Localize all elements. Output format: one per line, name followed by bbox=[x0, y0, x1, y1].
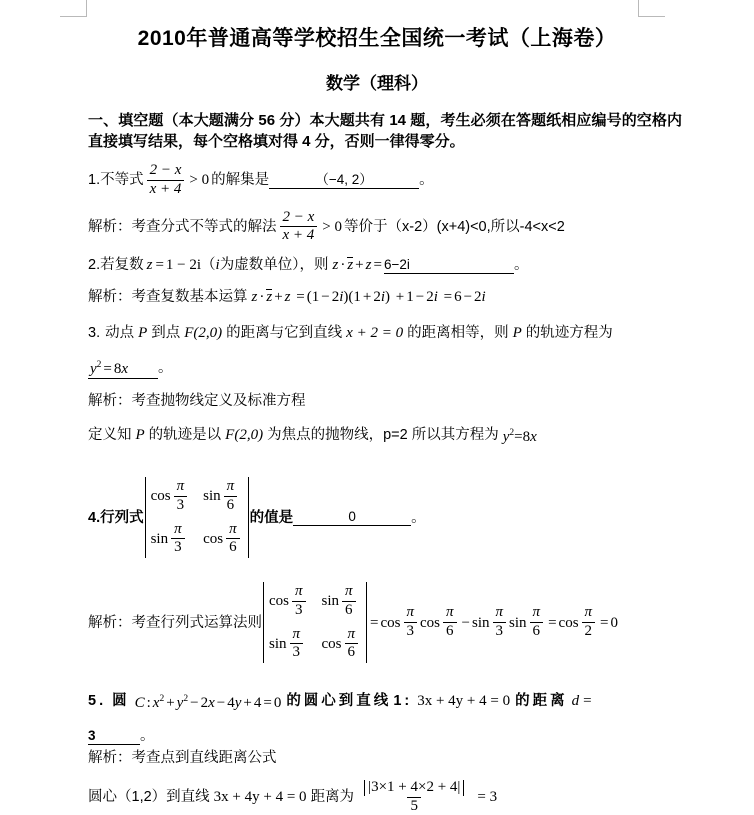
q5-stem-b: 的圆心到直线 bbox=[286, 693, 392, 709]
q3-solution-b4: $y^2=8x$ bbox=[502, 428, 537, 445]
q1-frac-denominator: x + 4 bbox=[147, 180, 185, 198]
q1-fraction bbox=[147, 163, 185, 198]
question-2-solution bbox=[88, 287, 692, 307]
q4-solution-expression: = cos $\frac{\pi}{3}$ cos $\frac{\pi}{6}$ − sin $\frac{\pi}{3}$ sin $\frac{\pi}{6}$ = cos $\frac{\pi}{2}$ = 0 bbox=[370, 604, 619, 639]
q2-imaginary-unit: i bbox=[215, 257, 220, 273]
q3-number: 3. bbox=[88, 325, 101, 341]
q5-solution-denominator: 5 bbox=[407, 797, 421, 815]
q1-solution-frac-numerator: 2 − x bbox=[282, 208, 315, 225]
q5-distance-d: d bbox=[571, 693, 580, 709]
q2-stem-b: 为虚数单位），则 bbox=[219, 257, 329, 273]
q1-answer-blank[interactable]: （−4, 2） bbox=[269, 172, 419, 189]
q3-point-f: F(2,0) bbox=[184, 325, 223, 341]
q3-solution-label: 解析： bbox=[88, 393, 132, 409]
q5-answer-blank[interactable]: 3 bbox=[88, 728, 140, 745]
question-5-solution-detail bbox=[88, 780, 692, 815]
q3-point-p: P bbox=[138, 325, 148, 341]
question-1 bbox=[88, 163, 692, 198]
sol-expr-cos2: cos bbox=[420, 614, 441, 631]
q1-relation: > 0 bbox=[189, 172, 210, 189]
q5-solution-b1: 圆心（1,2）到直线 bbox=[88, 789, 210, 806]
question-2 bbox=[88, 255, 692, 275]
q2-value: 1 − 2i bbox=[165, 257, 202, 273]
sol-expr-den4: 6 bbox=[530, 622, 544, 640]
q2-solution-expression: z · z + z = (1 − 2i)(1 + 2i) + 1 − 2i = 6 − 2i bbox=[251, 289, 486, 305]
q4-solution-determinant bbox=[263, 582, 367, 663]
q5-solution-numerator-text: |3×1 + 4×2 + 4| bbox=[368, 779, 461, 795]
cell-21-numerator: π bbox=[174, 520, 182, 537]
cell-12-denominator: 6 bbox=[224, 496, 238, 514]
q5-solution-result: = 3 bbox=[477, 789, 498, 806]
q4-number: 4. bbox=[88, 509, 101, 526]
q3-stem-b: 到点 bbox=[151, 325, 181, 341]
question-5-solution bbox=[88, 748, 692, 768]
sol-expr-pi5: π bbox=[584, 604, 593, 621]
question-3-solution-detail bbox=[88, 423, 692, 447]
q1-number: 1. bbox=[88, 172, 101, 189]
page-subtitle: 数学（理科） bbox=[326, 74, 428, 93]
q3-stem-a: 动点 bbox=[105, 325, 135, 341]
determinant-grid bbox=[146, 477, 248, 558]
q1-period: 。 bbox=[419, 172, 434, 189]
questions-block bbox=[0, 163, 754, 815]
q5-solution-numerator bbox=[359, 780, 469, 797]
section-heading-line-1: 一、填空题（本大题满分 56 分）本大题共有 14 题，考生必须在答题纸相应编号的空格内 bbox=[88, 112, 682, 129]
sol-expr-pi2: π bbox=[446, 604, 454, 621]
page-title: 2010年普通高等学校招生全国统一考试（上海卷） bbox=[137, 27, 617, 50]
sol-cell-22-function: cos bbox=[321, 635, 342, 652]
sol-cell-21-function: sin bbox=[269, 635, 287, 652]
determinant-cell-11 bbox=[151, 479, 191, 514]
sol-cell-12-function: sin bbox=[321, 593, 340, 610]
sol-expr-sin1: sin bbox=[472, 614, 490, 631]
q5-stem-a: 圆 bbox=[112, 693, 130, 709]
q2-stem-a: 若复数 bbox=[100, 257, 144, 273]
q4-answer-blank[interactable]: 0 bbox=[293, 509, 411, 526]
q4-stem-a: 行列式 bbox=[100, 509, 144, 526]
cell-21-function: sin bbox=[150, 530, 169, 547]
sol-expr-pi1: π bbox=[406, 604, 415, 621]
q4-solution-text-a: 考查行列式运算法则 bbox=[131, 614, 262, 631]
sol-cell-11-function: cos bbox=[269, 593, 289, 610]
q3-solution-b1: 定义知 bbox=[88, 427, 132, 443]
sol-expr-pi3: π bbox=[495, 604, 504, 621]
q1-solution-label: 解析： bbox=[88, 218, 132, 235]
sol-expr-den5: 2 bbox=[582, 622, 596, 640]
solution-determinant-right-bar bbox=[366, 582, 367, 663]
determinant-cell-12 bbox=[203, 479, 243, 514]
q3-line-equation: x + 2 = 0 bbox=[346, 325, 404, 341]
question-3 bbox=[88, 323, 692, 343]
q4-period: 。 bbox=[411, 509, 426, 526]
q5-solution-line: 3x + 4y + 4 = 0 bbox=[213, 789, 307, 806]
question-4 bbox=[88, 477, 692, 558]
q2-variable-z: z bbox=[146, 257, 153, 273]
q3-answer-blank[interactable]: $y^2 = 8x$ bbox=[88, 357, 158, 379]
section-heading bbox=[0, 110, 754, 152]
q2-solution-text-a: 考查复数基本运算 bbox=[131, 289, 248, 305]
q1-solution-fraction bbox=[280, 210, 318, 245]
cell-22-numerator: π bbox=[229, 520, 237, 537]
sol-expr-den3: 3 bbox=[493, 622, 507, 640]
sol-cell-11-denominator: 3 bbox=[292, 601, 306, 619]
question-4-solution bbox=[88, 582, 692, 663]
sol-expr-sin2: sin bbox=[509, 614, 527, 631]
q1-solution-frac-denominator: x + 4 bbox=[280, 226, 318, 244]
q3-point-p-2: P bbox=[512, 325, 522, 341]
sol-expr-cos1: cos bbox=[380, 614, 401, 631]
solution-determinant-cell-21 bbox=[269, 627, 309, 662]
solution-determinant-cell-22 bbox=[322, 627, 362, 662]
question-3-solution bbox=[88, 391, 692, 411]
solution-determinant-grid bbox=[264, 582, 366, 663]
q2-solution-label: 解析： bbox=[88, 289, 132, 305]
q1-stem-a: 不等式 bbox=[100, 172, 144, 189]
q4-stem-b: 的值是 bbox=[249, 509, 294, 526]
abs-right-bar bbox=[463, 780, 464, 796]
question-5 bbox=[88, 689, 692, 713]
solution-determinant-cell-11 bbox=[269, 584, 309, 619]
q3-period: 。 bbox=[158, 360, 173, 376]
section-heading-line-2: 直接填写结果，每个空格填对得 4 分，否则一律得零分。 bbox=[88, 133, 465, 150]
q2-expression: z · z + z = bbox=[332, 257, 382, 273]
sol-expr-cos3: cos bbox=[558, 614, 579, 631]
question-1-solution bbox=[88, 210, 692, 245]
q3-stem-d: 的距离相等，则 bbox=[407, 325, 509, 341]
q5-line-label: 1: bbox=[393, 693, 413, 709]
determinant-cell-22 bbox=[203, 522, 243, 557]
q3-solution-point-f: F(2,0) bbox=[225, 427, 264, 443]
q4-solution-label: 解析： bbox=[88, 614, 132, 631]
q1-solution-relation: > 0 bbox=[322, 218, 342, 235]
q2-answer-blank[interactable]: 6−2i bbox=[384, 257, 514, 274]
q2-equals: = bbox=[155, 257, 164, 273]
sol-cell-22-numerator: π bbox=[347, 625, 356, 642]
determinant-cell-21 bbox=[151, 522, 191, 557]
cell-12-numerator: π bbox=[226, 478, 235, 494]
question-3-answer-row bbox=[88, 357, 692, 379]
cell-12-function: sin bbox=[203, 488, 221, 505]
sol-cell-12-denominator: 6 bbox=[342, 601, 356, 619]
q5-line-equation: 3x + 4y + 4 = 0 bbox=[417, 693, 511, 709]
sol-expr-pi4: π bbox=[532, 604, 541, 621]
question-5-answer-row bbox=[88, 726, 692, 746]
q3-solution-point-p: P bbox=[135, 427, 145, 443]
solution-determinant-cell-12 bbox=[322, 584, 362, 619]
q5-solution-fraction bbox=[359, 780, 469, 815]
determinant-right-bar bbox=[248, 477, 249, 558]
sol-expr-den1: 3 bbox=[404, 622, 418, 640]
q3-solution-b3: 为焦点的抛物线，p=2 所以其方程为 bbox=[267, 427, 499, 443]
q1-frac-numerator: 2 − x bbox=[149, 162, 182, 178]
abs-left-bar bbox=[364, 780, 365, 796]
sol-cell-12-numerator: π bbox=[345, 583, 353, 599]
q2-paren-open: （ bbox=[201, 257, 216, 273]
cell-21-denominator: 3 bbox=[171, 538, 185, 556]
sol-expr-result: 0 bbox=[610, 614, 619, 631]
cell-11-function: cos bbox=[150, 488, 171, 505]
q5-solution-b3: 距离为 bbox=[310, 789, 355, 806]
q5-solution-text-a: 考查点到直线距离公式 bbox=[131, 750, 277, 766]
q3-solution-b2: 的轨迹是以 bbox=[148, 427, 222, 443]
q5-circle-equation: C : $x^2 + y^2 - 2x - 4y + 4 = 0$ bbox=[134, 694, 282, 711]
q1-solution-text-a: 考查分式不等式的解法 bbox=[131, 218, 277, 235]
q5-equals: = bbox=[583, 693, 592, 709]
cell-11-denominator: 3 bbox=[174, 496, 188, 514]
cell-22-denominator: 6 bbox=[226, 538, 240, 556]
q3-stem-c: 的距离与它到直线 bbox=[226, 325, 343, 341]
q5-solution-label: 解析： bbox=[88, 750, 132, 766]
q5-stem-c: 的距离 bbox=[515, 693, 568, 709]
sol-expr-den2: 6 bbox=[443, 622, 457, 640]
sol-cell-11-numerator: π bbox=[295, 583, 303, 599]
q3-solution-text-a: 考查抛物线定义及标准方程 bbox=[131, 393, 306, 409]
q5-period: 。 bbox=[140, 728, 155, 744]
q4-determinant bbox=[145, 477, 249, 558]
cell-11-numerator: π bbox=[176, 478, 185, 494]
cell-22-function: cos bbox=[203, 530, 224, 547]
sol-cell-22-denominator: 6 bbox=[345, 643, 359, 661]
q5-number: 5. bbox=[88, 693, 107, 709]
sol-cell-21-denominator: 3 bbox=[290, 643, 304, 661]
sol-cell-21-numerator: π bbox=[292, 625, 301, 642]
q1-solution-text-b: 等价于（x-2）(x+4)<0,所以-4<x<2 bbox=[344, 218, 565, 235]
q2-number: 2. bbox=[88, 257, 101, 273]
q1-stem-b: 的解集是 bbox=[211, 172, 270, 189]
q3-stem-e: 的轨迹方程为 bbox=[525, 325, 613, 341]
q2-period: 。 bbox=[513, 257, 529, 273]
